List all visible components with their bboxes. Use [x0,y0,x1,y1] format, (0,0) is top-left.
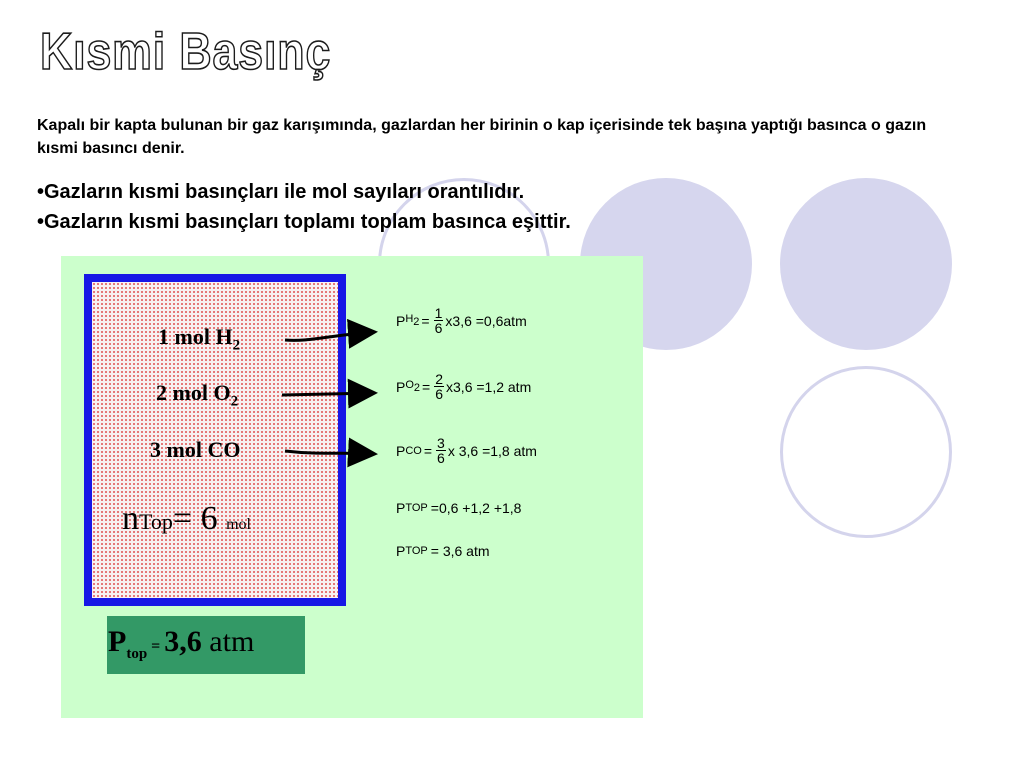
slide-title: Kısmi Basınç [40,23,332,81]
sum-formula: P TOP =0,6 +1,2 +1,8 [396,500,522,516]
fraction: $\frac{2}{6}$ [435,371,444,402]
gas-label-co: 3 mol CO [150,437,241,462]
total-moles-label: nTop= 6 mol [122,500,251,537]
fraction: $\frac{1}{6}$ [434,305,443,336]
total-pressure-formula: P TOP = 3,6 atm [396,543,490,559]
formula-o2: P $O_2$ = $\frac{2}{6}$ x3,6 =1,2 atm [396,371,532,402]
bullet-item: •Gazların kısmi basınçları ile mol sayıları orantılıdır. [37,181,525,203]
formula-co: P CO = $\frac{3}{6}$ x 3,6 =1,8 atm [396,435,537,466]
arrow-h2 [285,332,375,340]
formula-h2: P $H_2$ = $\frac{1}{6}$ x3,6 =0,6atm [396,305,527,336]
gas-label-h2: 1 mol $H_2$ [158,324,241,354]
total-pressure-label: $P_{top} = 3,6$ atm [108,625,255,662]
gas-label-o2: 2 mol $O_2$ [156,380,239,410]
fraction: $\frac{3}{6}$ [437,435,445,466]
arrow-o2 [282,393,375,395]
bullet-item: •Gazların kısmi basınçları toplamı toplam basınca eşittir. [37,211,571,233]
intro-paragraph: Kapalı bir kapta bulunan bir gaz karışımında, gazlardan her birinin o kap içerisinde tek başına yaptığı basınca o gazın kısmi basıncı denir. [37,117,927,157]
arrow-co [285,451,375,454]
